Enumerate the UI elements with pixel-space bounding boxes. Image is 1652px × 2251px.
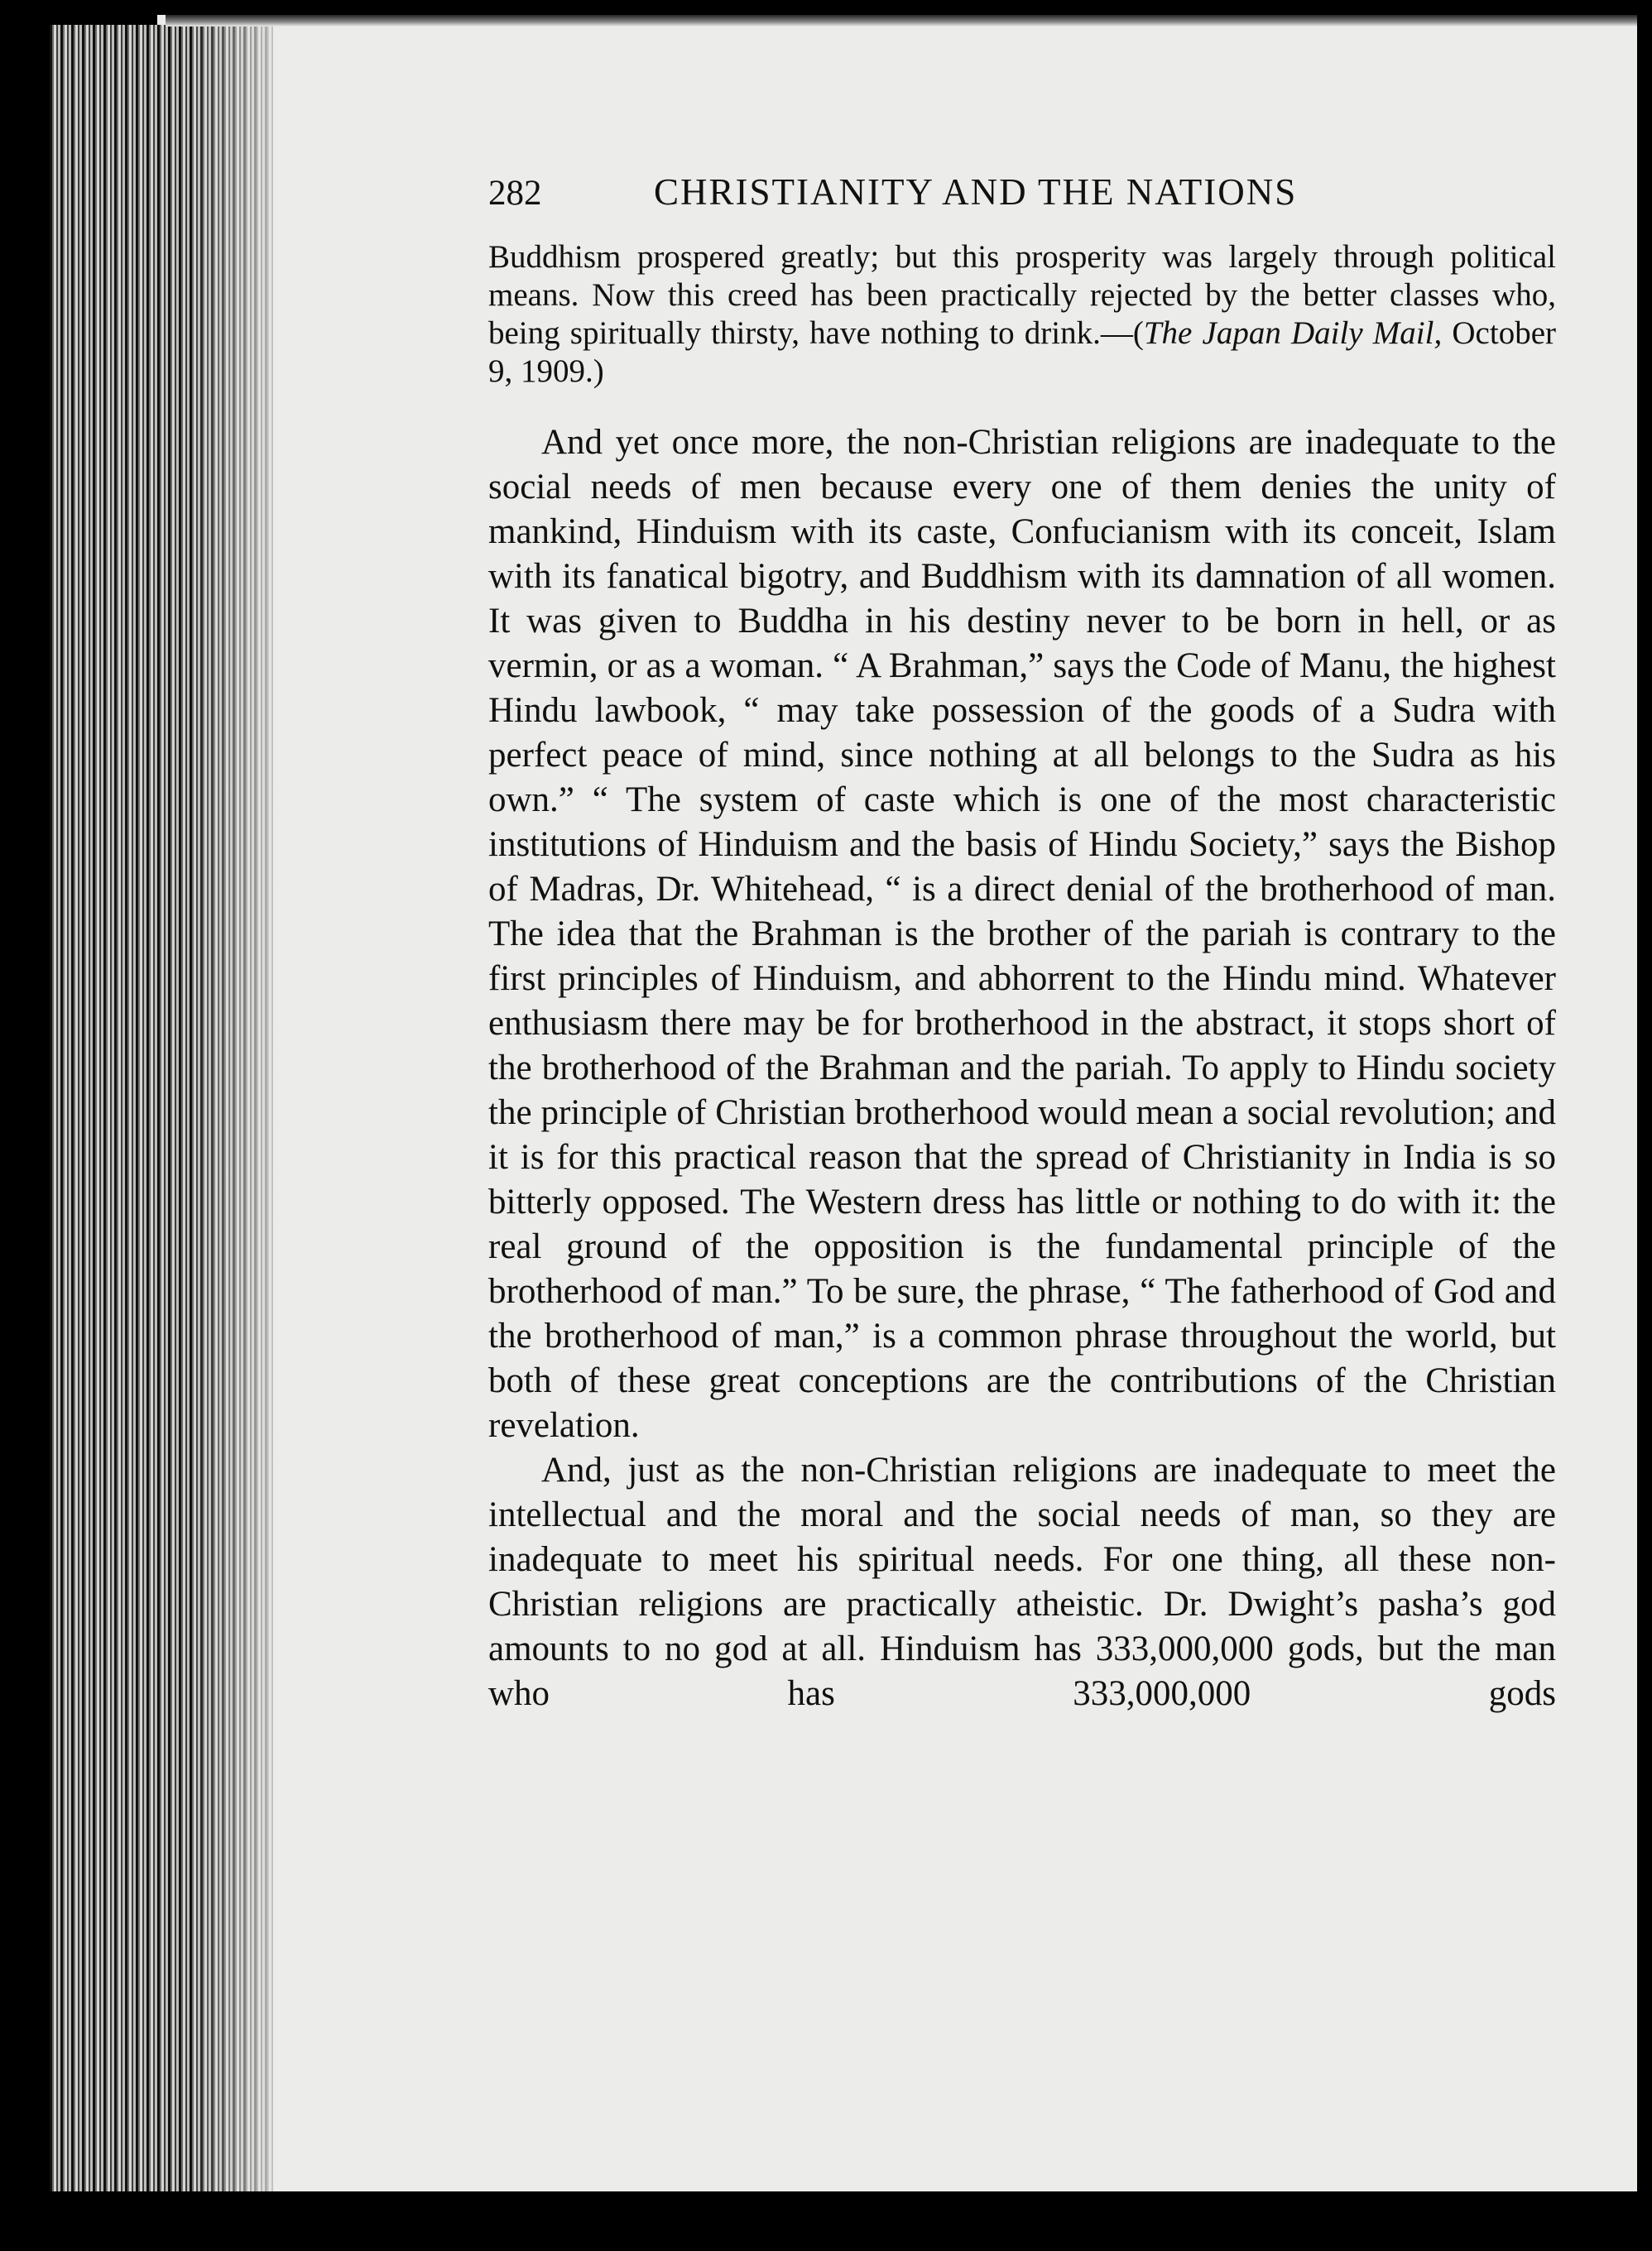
top-border bbox=[166, 15, 1639, 26]
paragraph-social-needs: And yet once more, the non-Christian religions are inadequate to the social needs of men because every one of them denies the unity of mankind, Hinduism with its caste, Confucianism with its conceit, Islam with its fanatical bigotry, and Buddhism with its damnation of all women. It was given to Buddha in his destiny never to be born in hell, or as vermin, or as a woman. “ A Brahman,” says the Code of Manu, the highest Hindu lawbook, “ may take possession of the goods of a Sudra with perfect peace of mind, since nothing at all belongs to the Sudra as his own.” “ The system of caste which is one of the most characteristic institutions of Hinduism and the basis of Hindu Society,” says the Bishop of Madras, Dr. Whitehead, “ is a direct denial of the brotherhood of man. The idea that the Brahman is the brother of the pariah is contrary to the first principles of Hinduism, and abhorrent to the Hindu mind. Whatever enthusiasm there may be for brotherhood in the abstract, it stops short of the brotherhood of the Brahman and the pariah. To apply to Hindu society the principle of Christian brotherhood would mean a social revolution; and it is for this practical reason that the spread of Christianity in India is so bitterly opposed. The Western dress has little or nothing to do with it: the real ground of the opposition is the fundamental principle of the brotherhood of man.” To be sure, the phrase, “ The fatherhood of God and the brotherhood of man,” is a common phrase throughout the world, but both of these great conceptions are the contributions of the Christian revelation. bbox=[488, 423, 1556, 1445]
paragraph-spiritual-needs: And, just as the non-Christian religions are inadequate to meet the intellectual and the moral and the social needs of man, so they are inadequate to meet his spiritual needs. For one thing, all these non-Christian religions are practically atheistic. Dr. Dwight’s pasha’s god amounts to no god at all. Hinduism has 333,000,000 gods, but the man who has 333,000,000 gods bbox=[488, 1451, 1556, 1713]
running-head bbox=[488, 170, 1556, 230]
bottom-border bbox=[0, 2191, 1652, 2251]
extract-source: The Japan Daily Mail, bbox=[1143, 315, 1443, 351]
extract-date: October 9, 1909.) bbox=[488, 315, 1556, 389]
text-block bbox=[488, 170, 1556, 1716]
extract-text: Buddhism prospered greatly; but this prosperity was largely through political means. Now this creed has been practically rejected by the better classes who, being spiritually thirsty, have nothing to drink.—( bbox=[488, 239, 1556, 351]
page-number: 282 bbox=[488, 174, 542, 213]
quoted-extract bbox=[488, 238, 1556, 391]
right-border bbox=[1637, 0, 1652, 2251]
gutter-shadow bbox=[190, 25, 298, 2193]
running-title: CHRISTIANITY AND THE NATIONS bbox=[654, 171, 1298, 213]
